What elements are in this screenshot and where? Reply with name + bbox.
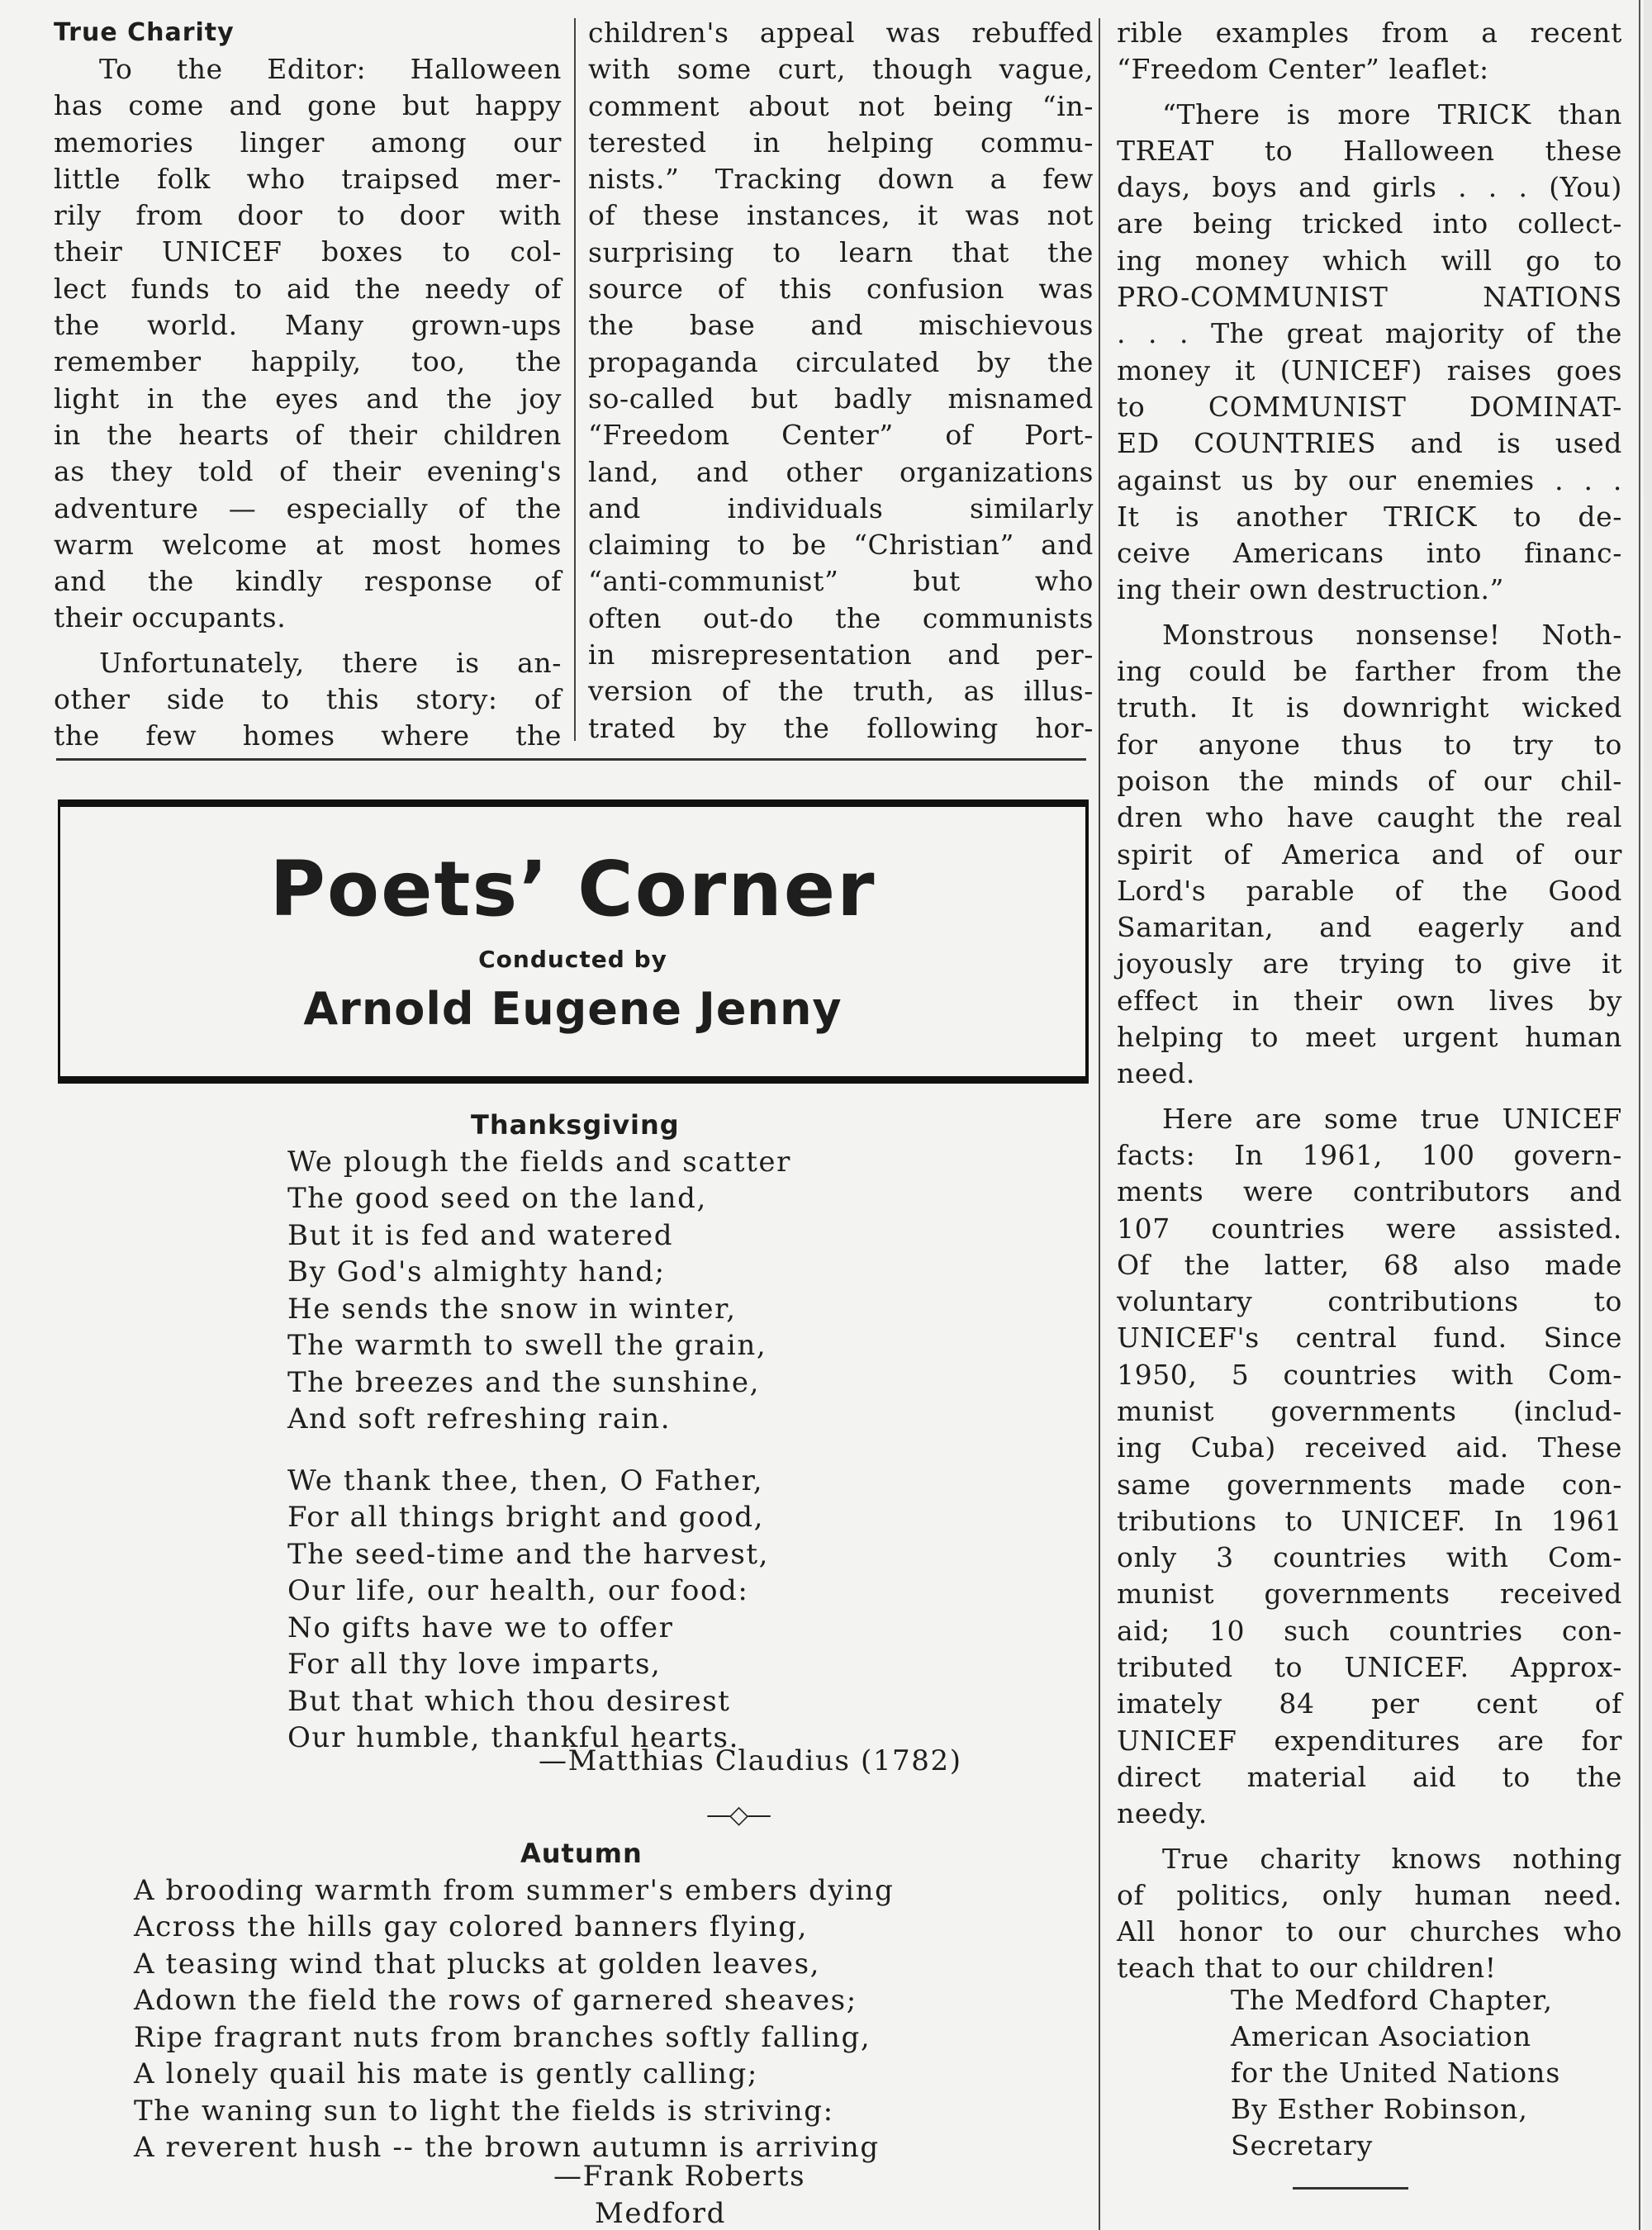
text-line: spirit of America and of our — [1117, 837, 1622, 871]
poem-line: A brooding warmth from summer's embers dying — [134, 1873, 895, 1907]
paragraph-gap — [1117, 1833, 1622, 1841]
text-line: Lord's parable of the Good — [1117, 874, 1622, 907]
text-line: ceive Americans into financ- — [1117, 537, 1622, 570]
text-line: money it (UNICEF) raises goes — [1117, 353, 1622, 387]
letter-column-2-body — [588, 15, 1094, 747]
text-line: effect in their own lives by — [1117, 984, 1622, 1017]
text-line: To the Editor: Halloween — [99, 53, 562, 85]
poem-line: And soft refreshing rain. — [287, 1402, 672, 1435]
paragraph-gap — [1117, 88, 1622, 97]
text-line: tributions to UNICEF. In 1961 — [1117, 1504, 1622, 1537]
poem-stanza — [287, 1463, 791, 1757]
poem-line: Our life, our health, our food: — [287, 1574, 749, 1607]
text-line: land, and other organizations — [588, 455, 1094, 488]
signature-line: By Esther Robinson, — [1231, 2093, 1528, 2125]
text-line: source of this confusion was — [588, 273, 1094, 306]
text-line: dren who have caught the real — [1117, 801, 1622, 834]
poem-line: Ripe fragrant nuts from branches softly falling, — [134, 2020, 871, 2054]
text-line: UNICEF expenditures are for — [1117, 1724, 1622, 1757]
text-line: voluntary contributions to — [1117, 1285, 1622, 1318]
poem-location: Medford — [595, 2197, 726, 2230]
letter-signature — [1231, 1982, 1560, 2164]
letter-column-2 — [588, 15, 1094, 747]
poem-line: The waning sun to light the fields is striving: — [134, 2094, 834, 2128]
text-line: only 3 countries with Com- — [1117, 1541, 1622, 1574]
column-rule-2 — [1099, 18, 1100, 2230]
text-line: nists.” Tracking down a few — [588, 163, 1094, 196]
poem-title: Thanksgiving — [471, 1109, 680, 1141]
text-line: It is another TRICK to de- — [1117, 500, 1622, 533]
poem-line: For all thy love imparts, — [287, 1648, 662, 1681]
text-line: Of the latter, 68 also made — [1117, 1248, 1622, 1281]
text-line: so-called but badly misnamed — [588, 382, 1094, 415]
text-line: Samaritan, and eagerly and — [1117, 911, 1622, 944]
text-line: need. — [1117, 1057, 1195, 1090]
letter-column-3-body — [1117, 15, 1622, 1987]
signature-line: for the United Nations — [1231, 2057, 1561, 2089]
poem-line: He sends the snow in winter, — [287, 1292, 737, 1326]
poem-line: By God's almighty hand; — [287, 1255, 666, 1288]
poem-stanza — [287, 1144, 791, 1438]
text-line: of politics, only human need. — [1117, 1878, 1622, 1911]
poem-line: A lonely quail his mate is gently calling; — [134, 2057, 758, 2090]
poem-line: Our humble, thankful hearts. — [287, 1721, 739, 1754]
text-line: adventure — especially of the — [54, 491, 562, 524]
text-line: as they told of their evening's — [54, 455, 562, 488]
text-line: and the kindly response of — [54, 565, 562, 598]
poem-line: The breezes and the sunshine, — [287, 1365, 760, 1399]
text-line: of these instances, it was not — [588, 199, 1094, 232]
text-line: joyously are trying to give it — [1117, 947, 1622, 980]
text-line: and individuals similarly — [588, 491, 1094, 524]
text-line: PRO-COMMUNIST NATIONS — [1117, 281, 1622, 314]
text-line: warm welcome at most homes — [54, 528, 562, 561]
text-line: ED COUNTRIES and is used — [1117, 427, 1622, 460]
letter-column-3 — [1117, 15, 1622, 1987]
text-line: comment about not being “in- — [588, 89, 1094, 122]
text-line: in misrepresentation and per- — [588, 638, 1094, 671]
signature-line: Secretary — [1231, 2129, 1374, 2161]
poem-line: We plough the fields and scatter — [287, 1145, 791, 1179]
text-line: light in the eyes and the joy — [54, 382, 562, 415]
text-line: has come and gone but happy — [54, 89, 562, 122]
text-line: UNICEF's central fund. Since — [1117, 1321, 1622, 1355]
poem-line: The good seed on the land, — [287, 1182, 707, 1215]
text-line: their UNICEF boxes to col- — [54, 235, 562, 268]
text-line: days, boys and girls . . . (You) — [1117, 171, 1622, 204]
text-line: ing money which will go to — [1117, 244, 1622, 277]
letter-column-1 — [54, 15, 562, 755]
text-line: Here are some true UNICEF — [1162, 1102, 1622, 1135]
text-line: needy. — [1117, 1797, 1208, 1830]
text-line: TREAT to Halloween these — [1117, 134, 1622, 167]
poem-line: No gifts have we to offer — [287, 1611, 674, 1644]
text-line: imately 84 per cent of — [1117, 1687, 1622, 1720]
text-line: munist governments received — [1117, 1578, 1622, 1611]
text-line: 107 countries were assisted. — [1117, 1212, 1622, 1245]
text-line: Unfortunately, there is an- — [99, 646, 562, 679]
poem-line: The warmth to swell the grain, — [287, 1329, 767, 1362]
text-line: poison the minds of our chil- — [1117, 764, 1622, 797]
text-line: the world. Many grown-ups — [54, 309, 562, 342]
text-line: ing Cuba) received aid. These — [1117, 1431, 1622, 1464]
text-line: “There is more TRICK than — [1162, 97, 1622, 130]
text-line: truth. It is downright wicked — [1117, 691, 1622, 724]
signature-line: American Asociation — [1231, 2020, 1532, 2052]
poets-corner-title: Poets’ Corner — [269, 845, 876, 933]
text-line: True charity knows nothing — [1162, 1842, 1622, 1875]
poem-line: A teasing wind that plucks at golden leaves, — [134, 1947, 821, 1981]
paragraph-gap — [1117, 609, 1622, 617]
poem-line: Adown the field the rows of garnered sheaves; — [134, 1984, 857, 2017]
text-line: often out-do the communists — [588, 601, 1094, 634]
letter-headline: True Charity — [54, 18, 235, 47]
poem-autumn — [134, 1835, 894, 2166]
poem-line: We thank thee, then, O Father, — [287, 1464, 764, 1497]
text-line: lect funds to aid the needy of — [54, 272, 562, 305]
text-line: in the hearts of their children — [54, 418, 562, 451]
text-line: are being tricked into collect- — [1117, 207, 1622, 240]
text-line: their occupants. — [54, 601, 287, 634]
text-line: to COMMUNIST DOMINAT- — [1117, 390, 1622, 423]
text-line: Monstrous nonsense! Noth- — [1162, 618, 1622, 651]
poem-attribution: —Matthias Claudius (1782) — [539, 1744, 962, 1777]
text-line: propaganda circulated by the — [588, 345, 1094, 378]
text-line: ing could be farther from the — [1117, 655, 1622, 688]
poem-line: For all things bright and good, — [287, 1501, 765, 1534]
text-line: the few homes where the — [54, 719, 562, 752]
end-of-article-rule — [1293, 2187, 1408, 2190]
text-line: All honor to our churches who — [1117, 1915, 1622, 1948]
paragraph-gap — [1117, 1093, 1622, 1101]
poem-thanksgiving — [287, 1107, 791, 1757]
poem-line: The seed-time and the harvest, — [287, 1537, 770, 1571]
text-line: against us by our enemies . . . — [1117, 463, 1622, 496]
diamond-ornament-icon: —◇— — [706, 1801, 771, 1829]
text-line: little folk who traipsed mer- — [54, 162, 562, 195]
text-line: claiming to be “Christian” and — [588, 529, 1094, 562]
text-line: children's appeal was rebuffed — [588, 17, 1094, 49]
column-rule-3 — [1639, 0, 1640, 2230]
text-line: aid; 10 such countries con- — [1117, 1614, 1622, 1647]
section-divider — [56, 758, 1086, 761]
text-line: terested in helping commu- — [588, 126, 1094, 159]
text-line: helping to meet urgent human — [1117, 1021, 1622, 1054]
letter-column-1-body — [54, 51, 562, 755]
text-line: “anti-communist” but who — [588, 565, 1094, 598]
text-line: for anyone thus to try to — [1117, 728, 1622, 761]
signature-line: The Medford Chapter, — [1231, 1984, 1553, 2016]
text-line: tributed to UNICEF. Approx- — [1117, 1651, 1622, 1684]
text-line: rible examples from a recent — [1117, 17, 1622, 49]
text-line: remember happily, too, the — [54, 345, 562, 378]
paragraph-gap — [54, 637, 562, 645]
text-line: teach that to our children! — [1117, 1952, 1497, 1985]
text-line: with some curt, though vague, — [588, 53, 1094, 86]
poem-title: Autumn — [520, 1838, 643, 1869]
text-line: munist governments (includ- — [1117, 1394, 1622, 1427]
adjacent-page-edge — [1644, 0, 1652, 2230]
text-line: rily from door to door with — [54, 199, 562, 232]
text-line: same governments made con- — [1117, 1468, 1622, 1501]
poem-stanza — [134, 1872, 894, 2166]
text-line: memories linger among our — [54, 126, 562, 159]
poem-line: But that which thou desirest — [287, 1684, 731, 1718]
poem-line: Across the hills gay colored banners flying, — [134, 1910, 809, 1943]
text-line: “Freedom Center” leaflet: — [1117, 53, 1489, 86]
text-line: ing their own destruction.” — [1117, 573, 1504, 606]
text-line: direct material aid to the — [1117, 1760, 1622, 1793]
column-rule-1 — [574, 18, 576, 741]
column-editor-name: Arnold Eugene Jenny — [303, 983, 843, 1035]
text-line: 1950, 5 countries with Com- — [1117, 1358, 1622, 1391]
text-line: “Freedom Center” of Port- — [588, 419, 1094, 452]
text-line: . . . The great majority of the — [1117, 317, 1622, 350]
text-line: other side to this story: of — [54, 683, 562, 716]
text-line: the base and mischievous — [588, 309, 1094, 342]
text-line: ments were contributors and — [1117, 1175, 1622, 1208]
poets-corner-header — [58, 799, 1089, 1084]
poem-line: But it is fed and watered — [287, 1218, 674, 1252]
text-line: surprising to learn that the — [588, 235, 1094, 268]
text-line: trated by the following hor- — [588, 711, 1094, 744]
poem-attribution: —Frank Roberts — [553, 2160, 806, 2193]
text-line: version of the truth, as illus- — [588, 675, 1094, 708]
poem-line: A reverent hush -- the brown autumn is arriving — [134, 2131, 880, 2164]
text-line: facts: In 1961, 100 govern- — [1117, 1138, 1622, 1171]
conducted-by-label: Conducted by — [478, 946, 667, 973]
